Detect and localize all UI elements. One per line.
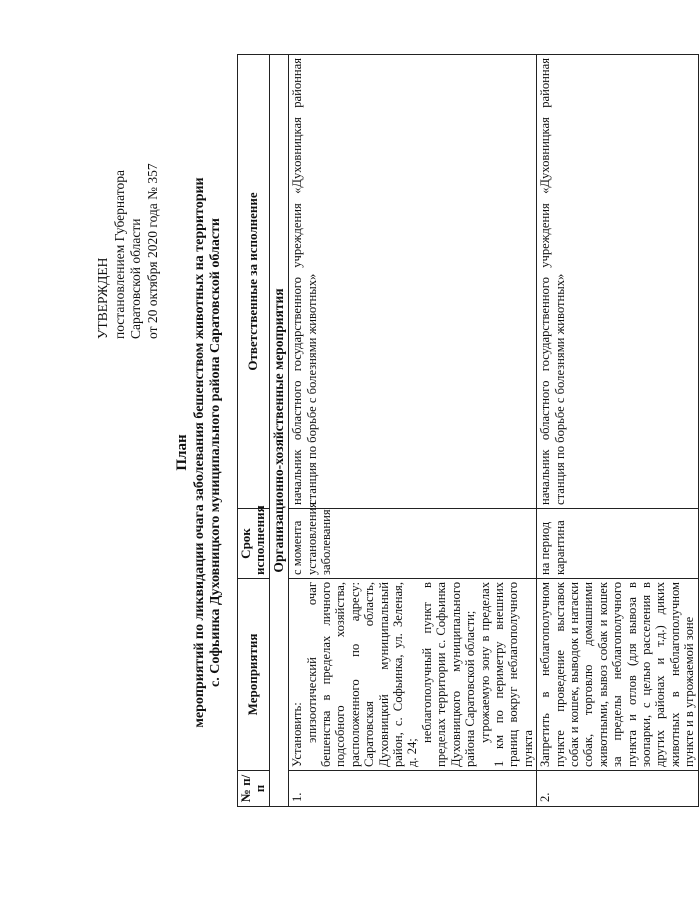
- table-row: [289, 55, 537, 807]
- row-1-measure-p2: неблагополучный пункт в пределах территории с. Софьинка Духовницкого муниципального района Саратовской области;: [419, 582, 478, 767]
- approval-line-3: Саратовской области: [128, 218, 143, 339]
- header-measures: Мероприятия: [238, 579, 270, 771]
- document-title: [174, 0, 224, 905]
- row-2-deadline: на период карантина: [537, 509, 698, 579]
- approval-line-2: постановлением Губернатора: [111, 170, 127, 339]
- row-1-measure-intro: Установить:: [290, 702, 305, 767]
- title-line-2: мероприятий по ликвидации очага заболевания бешенством животных на территории: [192, 177, 207, 728]
- row-1-measure-p3: угрожаемую зону в пределах 1 км по периметру внешних границ вокруг неблагополучного пункта: [477, 582, 535, 767]
- title-line-3: с. Софьинка Духовницкого муниципального района Саратовской области: [208, 218, 223, 687]
- section-title: Организационно-хозяйственные мероприятия: [269, 55, 288, 807]
- row-1-responsible: начальник областного государственного учреждения «Духовницкая районная станция по борьбе с болезнями животных»: [289, 55, 537, 509]
- header-deadline: Срок исполнения: [238, 509, 270, 579]
- approval-stamp: [95, 39, 161, 339]
- approval-line-1: УТВЕРЖДЕН: [95, 257, 110, 339]
- row-1-deadline: с момента установления заболевания: [289, 509, 537, 579]
- header-num: № п/п: [238, 771, 270, 807]
- row-2-num: 2.: [537, 771, 698, 807]
- row-2-measure: Запретить в неблагополучном пункте проведение выставок собак и кошек, выводок и натаски собак, торговлю домашними животными, вывоз собак и кошек за пределы неблагополучного пункта и отлов (для вывоза в зоопарки, с целью расселения в других районах и т.д.) диких животных в неблагополучном пункте и в угрожаемой зоне: [537, 579, 698, 771]
- table-header-row: [238, 55, 270, 807]
- measures-table: [237, 54, 699, 807]
- row-1-measure-p1: эпизоотический очаг бешенства в пределах личного подсобного хозяйства, расположенного по адресу: Саратовская область, Духовницкий муниципальный район, с. Софьинка, ул. Зеленая, д. 24;: [304, 582, 420, 767]
- row-1-measure: [289, 579, 537, 771]
- table-row: [537, 55, 698, 807]
- section-row: [269, 55, 288, 807]
- row-1-num: 1.: [289, 771, 537, 807]
- row-2-responsible: начальник областного государственного учреждения «Духовницкая районная станция по борьбе с болезнями животных»: [537, 55, 698, 509]
- approval-line-4: от 20 октября 2020 года № 357: [144, 163, 160, 339]
- header-responsible: Ответственные за исполнение: [238, 55, 270, 509]
- title-line-1: План: [174, 434, 190, 471]
